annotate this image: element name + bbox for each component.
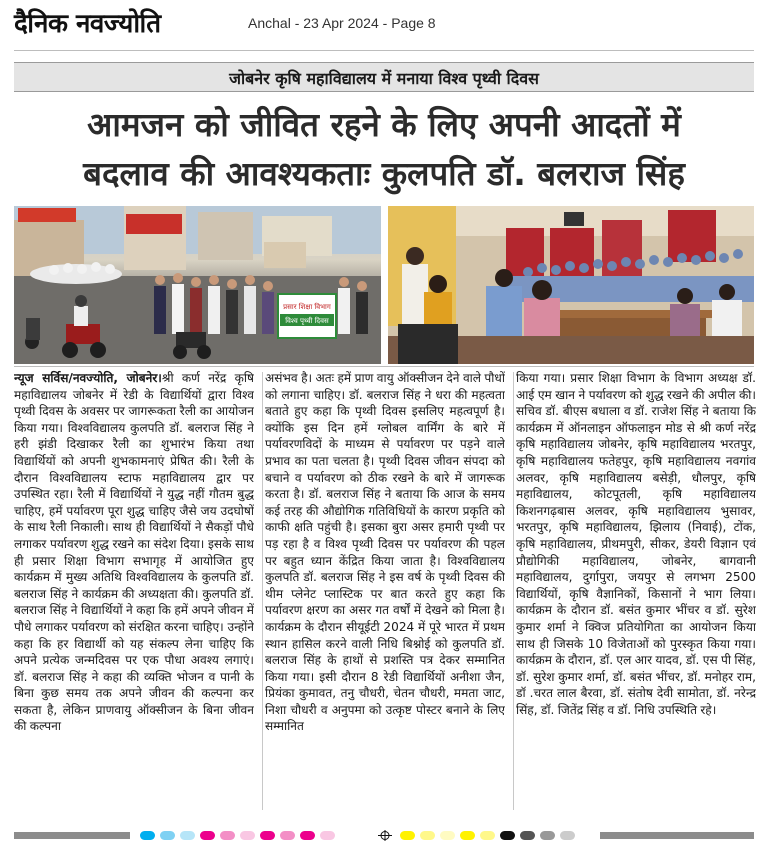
- registration-swatch-magenta: [260, 831, 275, 840]
- registration-swatch-yellow: [400, 831, 415, 840]
- registration-swatch-dark-grey: [520, 831, 535, 840]
- photo-divider: [14, 366, 754, 367]
- auditorium-photo-illustration: [388, 206, 754, 364]
- registration-swatch-light-magenta: [280, 831, 295, 840]
- kicker-band: [14, 62, 754, 92]
- banner-title: प्रसार शिक्षा विभाग: [283, 303, 331, 311]
- article-column-2: असंभव है। अतः हमें प्राण वायु ऑक्सीजन देने वाले पौधों को लगाना चाहिए। डॉ. बलराज सिंह ने धरा की महत्वता बताते हुए कहा कि पृथ्वी दिवस इसलिए महत्वपूर्ण है। क्योंकि इस दिन हमें ग्लोबल वार्मिंग के बारे में पर्यावरणविदों के माध्यम से पर्यावरण पर पड़ने वाले प्रभाव का पता चलता है। पृथ्वी दिवस जीवन संपदा को बचाने व पर्यावरण को ठीक रखने के बारे में जागरूक करता है। डॉ. बलराज सिंह ने बताया कि आज के समय कई तरह की औद्योगिक गतिविधियों के कारण प्रकृति को काफी क्षति पहुंची है। इसका बुरा असर हमारी पृथ्वी पर पड़ रहा है व विश्व पृथ्वी दिवस पर पर्यावरण की पहल पर बहुत ध्यान केंद्रित किया जाता है। विश्वविद्यालय कुलपति डॉ. बलराज सिंह ने इस वर्ष के पृथ्वी दिवस की थीम प्लेनेट प्लास्टिक पर बात करते हुए कहा कि पर्यावरण क्षरण का असर गत वर्षों में देखने को मिला है। कार्यक्रम के दौरान सीयूईटी 2024 में पूरे भारत में प्रथम स्थान हासिल करने वाली निधि बिश्नोई को कुलपति डॉ. बलराज सिंह के हाथों से प्रशस्ति पत्र देकर सम्मानित किया गया। इसी दौरान 8 रेडी विद्यार्थियों अनीशा जैन, प्रियंका कुमावत, तनु चौधरी, चेतन चौधरी, ममता जाट, निशा चौधरी व अनुपमा को उत्कृष्ट पोस्टर बनाने के लिए सम्मानित: [265, 371, 505, 734]
- registration-swatch-pale-magenta: [320, 831, 335, 840]
- rally-photo-illustration: [14, 206, 381, 364]
- dateline: न्यूज सर्विस/नवज्योति, जोबनेर।: [14, 371, 162, 385]
- article-column-1: [14, 370, 254, 813]
- registration-swatch-light-yellow: [480, 831, 495, 840]
- registration-swatch-pale-magenta: [240, 831, 255, 840]
- masthead-divider: [14, 50, 754, 51]
- registration-crosshair-icon: [378, 830, 392, 841]
- registration-bar: [14, 832, 130, 839]
- registration-swatch-yellow: [460, 831, 475, 840]
- masthead: [0, 0, 768, 48]
- registration-swatch-black: [500, 831, 515, 840]
- registration-bar: [600, 832, 754, 839]
- column-divider: [262, 372, 263, 810]
- registration-swatch-pale-cyan: [180, 831, 195, 840]
- registration-swatch-light-grey: [560, 831, 575, 840]
- edition-info: Anchal - 23 Apr 2024 - Page 8: [248, 15, 436, 31]
- registration-swatch-magenta: [300, 831, 315, 840]
- newspaper-logo: दैनिक नवज्योति: [14, 9, 161, 39]
- registration-swatch-magenta: [200, 831, 215, 840]
- column-1-text: श्री कर्ण नरेंद्र कृषि महाविद्यालय जोबनेर में रेडी के विद्यार्थियों द्वारा विश्व पृथ्वी दिवस के अवसर पर जागरूकता रैली का आयोजन किया गया। विश्वविद्यालय कुलपति डॉ. बलराज सिंह ने हरी झंडी दिखाकर रैली का शुभारंभ किया तथा विद्यार्थियों को अपनी शुभकामनाएं प्रेषित की। रैली के दौरान विश्वविद्यालय स्टाफ महाविद्यालय द्वार पर उपस्थित रहा। रैली में विद्यार्थियों ने युद्ध नहीं गौतम बुद्ध चाहिए, हमें पर्यावरण पूरा शुद्ध चाहिए जैसे जय उदघोषों के साथ रैली निकाली। साथ ही विद्यार्थियों ने सैकड़ों पौधे लगाकर पर्यावरण शुद्ध रखने का संदेश दिया। इसके साथ ही प्रसार शिक्षा विभाग सभागृह में आयोजित हुए कार्यक्रम में मुख्य अतिथि विश्वविद्यालय के कुलपति डॉ. बलराज सिंह ने कार्यक्रम की अध्यक्षता की। कुलपति डॉ. बलराज सिंह ने विद्यार्थियों ने कहा कि हमें अपने जीवन में पौधे लगाकर पर्यावरण को संरक्षित करना चाहिए। उन्होंने कहा कि हर विद्यार्थी को यह संकल्प लेना चाहिए कि अपने प्रत्येक जन्मदिवस पर एक पौधा अवश्य लगाएं। डॉ. बलराज सिंह ने कहा की व्यक्ति भोजन व पानी के बिना कुछ समय तक अपने जीवन की कल्पना कर सकता है, लेकिन प्राणवायु ऑक्सीजन के बिना जीवन की कल्पना: [14, 371, 254, 734]
- kicker-text: जोबनेर कृषि महाविद्यालय में मनाया विश्व पृथ्वी दिवस: [229, 69, 539, 88]
- article-body: [14, 370, 756, 813]
- banner-event: विश्व पृथ्वी दिवस: [285, 317, 329, 325]
- headline: [14, 100, 754, 198]
- headline-line-2: बदलाव की आवश्यकताः कुलपति डॉ. बलराज सिंह: [83, 154, 685, 193]
- registration-swatch-light-magenta: [220, 831, 235, 840]
- column-divider: [513, 372, 514, 810]
- registration-swatch-pale-yellow: [440, 831, 455, 840]
- article-column-3: किया गया। प्रसार शिक्षा विभाग के विभाग अध्यक्ष डॉ. आई एम खान ने पर्यावरण को शुद्ध रखने की अपील की। सचिव डॉ. बीएस बधाला व डॉ. राजेश सिंह ने बताया कि कार्यक्रम में ऑनलाइन ऑफलाइन मोड से श्री कर्ण नरेंद्र कृषि महाविद्यालय जोबनेर, कृषि महाविद्यालय भरतपुर, कृषि महाविद्यालय फतेहपुर, कृषि महाविद्यालय नवगांव अलवर, कृषि महाविद्यालय बसेड़ी, धौलपुर, कृषि महाविद्यालय, कोटपूतली, कृषि महाविद्यालय किशनगढ़बास अलवर, कृषि महाविद्यालय भुसावर, भरतपुर, कृषि महाविद्यालय, झिलाय (निवाई), टोंक, कृषि महाविद्यालय, प्रीथमपुरी, सीकर, डेयरी विज्ञान एवं प्रौद्योगिकी महाविद्यालय, जोबनेर, बागवानी महाविद्यालय, दुर्गापुरा, जयपुर से लगभग 2500 विद्यार्थियों, कृषि वैज्ञानिकों, किसानों ने भाग लिया। कार्यक्रम के दौरान डॉ. बसंत कुमार भींचर व डॉ. सुरेश कुमार शर्मा ने क्विज प्रतियोगिता का आयोजन किया साथ ही जिसके 10 विजेताओं को पुरस्कृत किया गया। कार्यक्रम के दौरान, डॉ. एल आर यादव, डॉ. एस पी सिंह, डॉ. सुरेश कुमार शर्मा, डॉ. बसंत भींचर, डॉ. मनोहर राम, डॉ .चरत लाल बैरवा, डॉ. संतोष देवी सामोता, डॉ. नरेन्द्र सिंह, डॉ. जितेंद्र सिंह व डॉ. निधि उपस्थिति रहे।: [516, 371, 756, 717]
- rally-photo: [14, 206, 381, 364]
- print-registration-strip: [0, 826, 768, 845]
- registration-swatch-light-cyan: [160, 831, 175, 840]
- registration-swatch-grey: [540, 831, 555, 840]
- registration-swatch-cyan: [140, 831, 155, 840]
- auditorium-photo: [388, 206, 754, 364]
- registration-swatch-light-yellow: [420, 831, 435, 840]
- headline-line-1: आमजन को जीवित रहने के लिए अपनी आदतों में: [87, 105, 681, 144]
